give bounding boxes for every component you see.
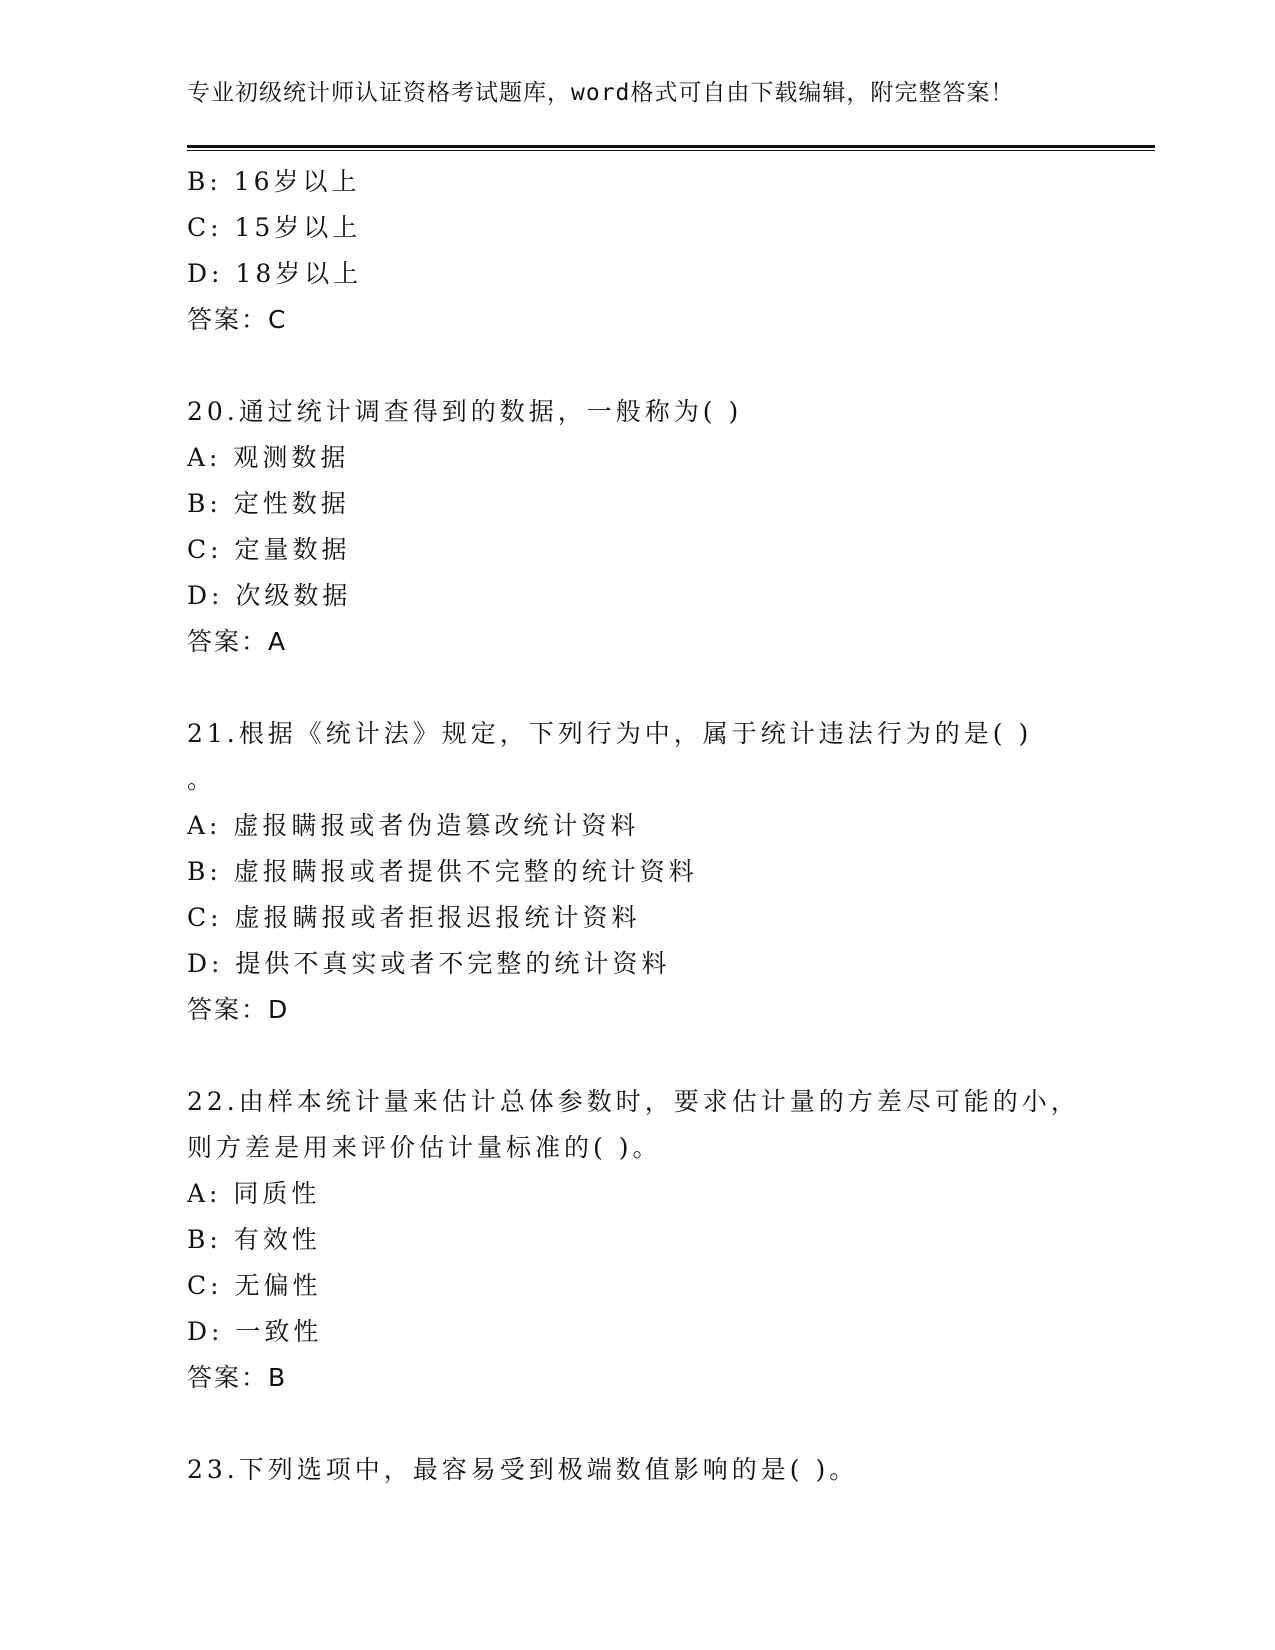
question-22 bbox=[187, 1079, 1155, 1401]
question-stem: 22.由样本统计量来估计总体参数时，要求估计量的方差尽可能的小， bbox=[187, 1087, 1080, 1116]
option-b: B: 16岁以上 bbox=[187, 167, 361, 196]
question-stem-continuation: 。 bbox=[187, 765, 217, 794]
question-23 bbox=[187, 1447, 1155, 1493]
option-a: A: 虚报瞒报或者伪造篡改统计资料 bbox=[187, 811, 640, 840]
question-stem: 20.通过统计调查得到的数据，一般称为( ) bbox=[187, 397, 743, 426]
option-c: C: 定量数据 bbox=[187, 535, 351, 564]
page-header: 专业初级统计师认证资格考试题库，word格式可自由下载编辑，附完整答案！ bbox=[187, 80, 1015, 106]
question-stem-continuation: 则方差是用来评价估计量标准的( )。 bbox=[187, 1133, 662, 1162]
option-d: D: 提供不真实或者不完整的统计资料 bbox=[187, 949, 671, 978]
option-b: B: 虚报瞒报或者提供不完整的统计资料 bbox=[187, 857, 698, 886]
option-c: C: 15岁以上 bbox=[187, 213, 362, 242]
question-stem: 23.下列选项中，最容易受到极端数值影响的是( )。 bbox=[187, 1455, 859, 1484]
header-rule-thick bbox=[187, 145, 1155, 148]
question-20 bbox=[187, 389, 1155, 665]
option-a: A: 同质性 bbox=[187, 1179, 321, 1208]
option-a: A: 观测数据 bbox=[187, 443, 350, 472]
header-rule-thin bbox=[187, 150, 1155, 151]
option-d: D: 次级数据 bbox=[187, 581, 352, 610]
answer: 答案：D bbox=[187, 995, 290, 1024]
answer: 答案：B bbox=[187, 1363, 288, 1392]
question-stem: 21.根据《统计法》规定，下列行为中，属于统计违法行为的是( ) bbox=[187, 719, 1033, 748]
option-d: D: 一致性 bbox=[187, 1317, 323, 1346]
option-b: B: 定性数据 bbox=[187, 489, 350, 518]
question-21 bbox=[187, 711, 1155, 1033]
option-c: C: 虚报瞒报或者拒报迟报统计资料 bbox=[187, 903, 641, 932]
option-c: C: 无偏性 bbox=[187, 1271, 322, 1300]
document-body bbox=[187, 159, 1155, 1493]
option-d: D: 18岁以上 bbox=[187, 259, 363, 288]
option-b: B: 有效性 bbox=[187, 1225, 321, 1254]
answer: 答案：C bbox=[187, 305, 288, 334]
question-19 bbox=[187, 159, 1155, 343]
answer: 答案：A bbox=[187, 627, 288, 656]
